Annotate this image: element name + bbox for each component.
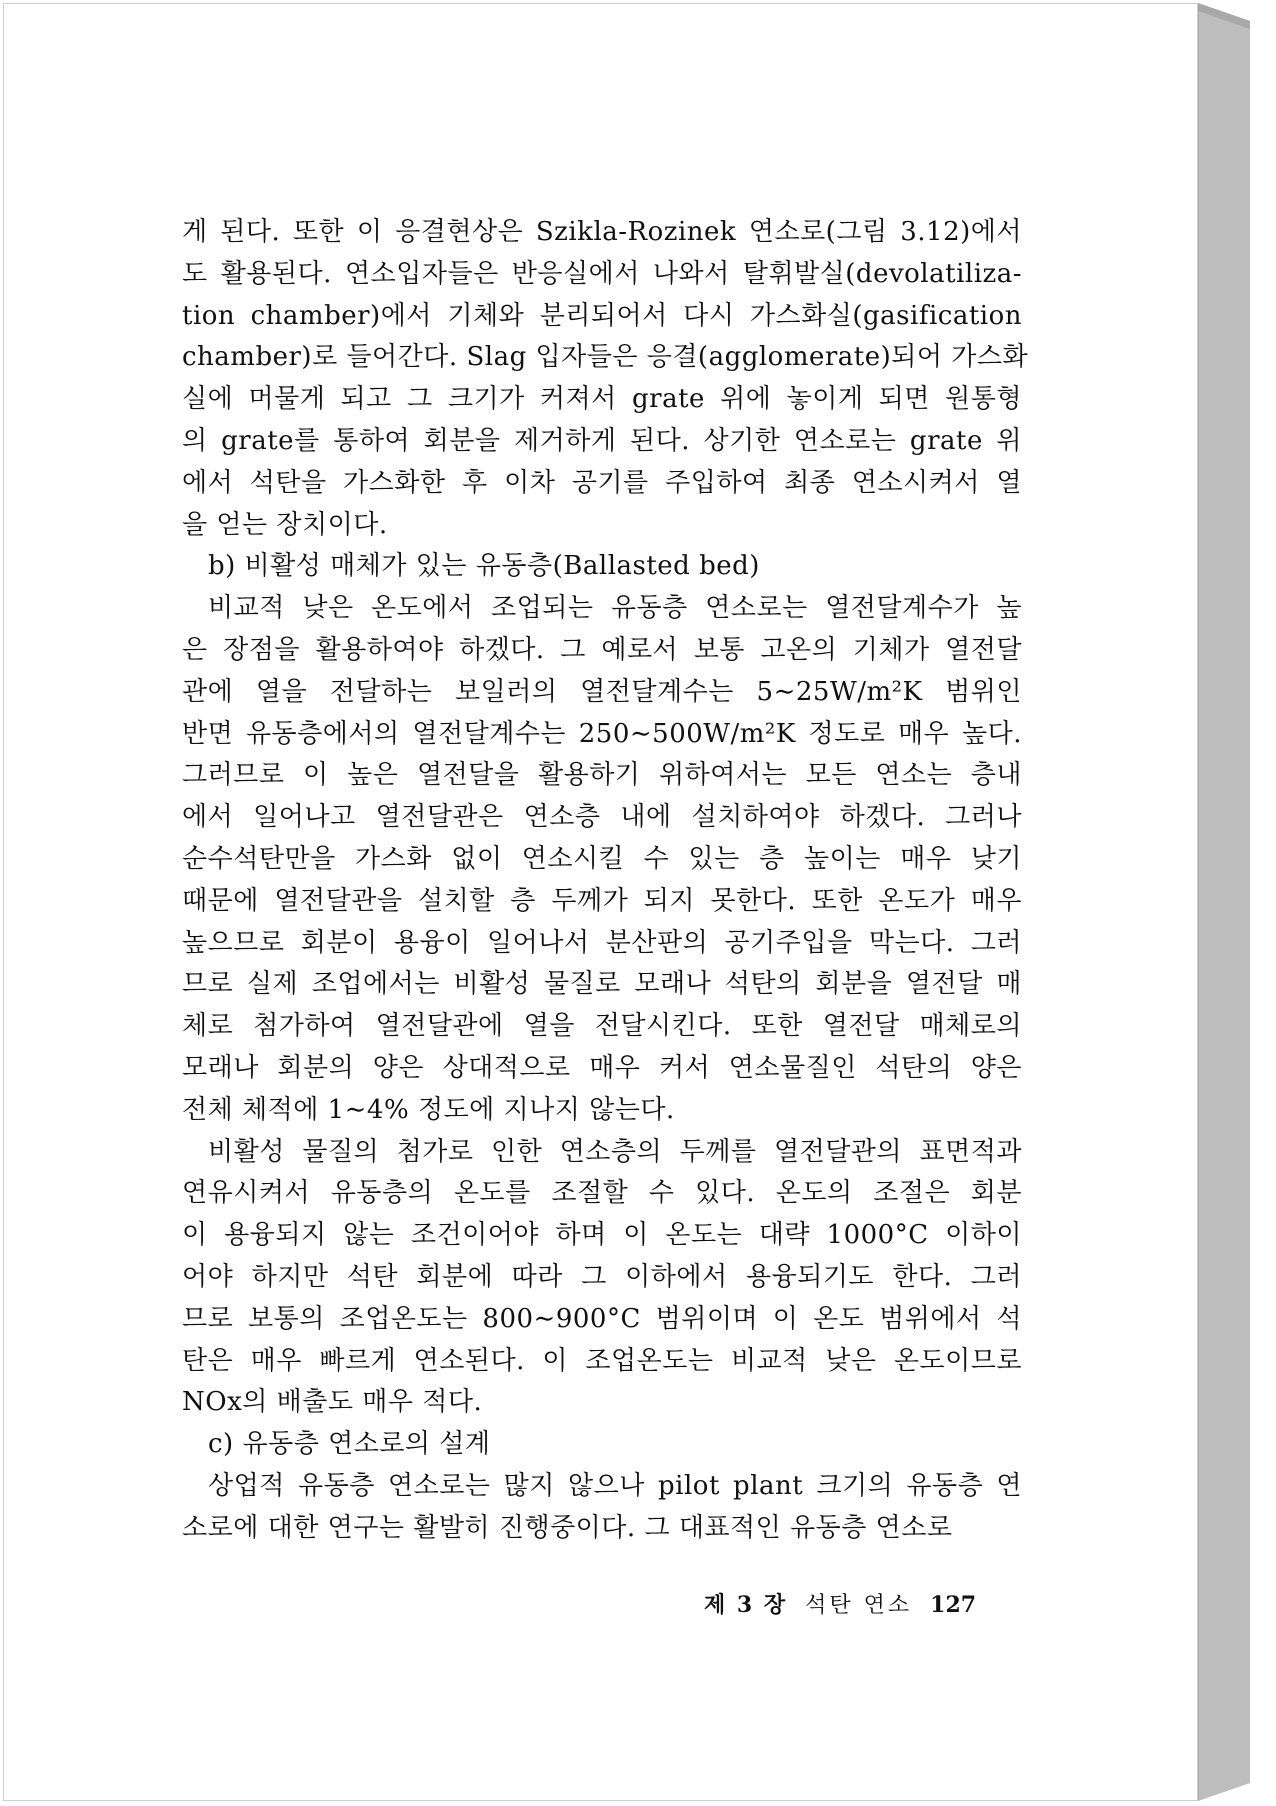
text-line: 소로에 대한 연구는 활발히 진행중이다. 그 대표적인 유동층 연소로 <box>182 1512 953 1543</box>
footer-chapter: 제 3 장 <box>704 1592 788 1618</box>
text-line: 에서 석탄을 가스화한 후 이차 공기를 주입하여 최종 연소시켜서 열 <box>182 467 1022 498</box>
text-line: 게 된다. 또한 이 응결현상은 Szikla-Rozinek 연소로(그림 3.12)에서 <box>182 217 1022 247</box>
text-line: 을 얻는 장치이다. <box>182 509 388 540</box>
text-line: tion chamber)에서 기체와 분리되어서 다시 가스화실(gasification <box>182 300 1022 331</box>
text-line: 이 용융되지 않는 조건이어야 하며 이 온도는 대략 1000°C 이하이 <box>182 1220 1022 1251</box>
text-line: 므로 보통의 조업온도는 800∼900°C 범위이며 이 온도 범위에서 석 <box>182 1303 1022 1334</box>
text-line: NOx의 배출도 매우 적다. <box>182 1387 483 1418</box>
text-line: 관에 열을 전달하는 보일러의 열전달계수는 5∼25W/m²K 범위인 <box>182 676 1022 707</box>
text-line: 비교적 낮은 온도에서 조업되는 유동층 연소로는 열전달계수가 높 <box>208 593 1022 624</box>
text-line: 도 활용된다. 연소입자들은 반응실에서 나와서 탈휘발실(devolatiliza- <box>182 258 1022 289</box>
text-line: 그러므로 이 높은 열전달을 활용하기 위하여서는 모든 연소는 층내 <box>182 760 1022 791</box>
book-page <box>3 3 1198 1801</box>
text-line: 비활성 물질의 첨가로 인한 연소층의 두께를 열전달관의 표면적과 <box>208 1136 1022 1167</box>
text-line: chamber)로 들어간다. Slag 입자들은 응결(agglomerate)되어 가스화 <box>182 342 1029 373</box>
text-line: 반면 유동층에서의 열전달계수는 250∼500W/m²K 정도로 매우 높다. <box>182 718 1022 749</box>
text-line: 상업적 유동층 연소로는 많지 않으나 pilot plant 크기의 유동층 연 <box>208 1470 1022 1501</box>
page-number: 127 <box>930 1592 977 1618</box>
page-stack-edge <box>1198 3 1250 1801</box>
text-line: 의 grate를 통하여 회분을 제거하게 된다. 상기한 연소로는 grate 위 <box>182 425 1022 456</box>
text-line: 탄은 매우 빠르게 연소된다. 이 조업온도는 비교적 낮은 온도이므로 <box>182 1345 1022 1376</box>
text-line: 체로 첨가하여 열전달관에 열을 전달시킨다. 또한 열전달 매체로의 <box>182 1011 1022 1042</box>
text-line: 순수석탄만을 가스화 없이 연소시킬 수 있는 층 높이는 매우 낮기 <box>182 843 1022 874</box>
text-line: 높으므로 회분이 용융이 일어나서 분산판의 공기주입을 막는다. 그러 <box>182 927 1022 958</box>
section-heading: b) 비활성 매체가 있는 유동층(Ballasted bed) <box>208 551 760 582</box>
page-edge-shading <box>1198 3 1250 1801</box>
text-line: 므로 실제 조업에서는 비활성 물질로 모래나 석탄의 회분을 열전달 매 <box>182 969 1022 1000</box>
text-line: 에서 일어나고 열전달관은 연소층 내에 설치하여야 하겠다. 그러나 <box>182 802 1022 833</box>
footer-title: 석탄 연소 <box>805 1593 913 1618</box>
section-heading: c) 유동층 연소로의 설계 <box>208 1429 491 1460</box>
body-text <box>182 212 1029 1550</box>
text-line: 모래나 회분의 양은 상대적으로 매우 커서 연소물질인 석탄의 양은 <box>182 1052 1022 1083</box>
text-line: 연유시켜서 유동층의 온도를 조절할 수 있다. 온도의 조절은 회분 <box>182 1178 1022 1209</box>
text-line: 실에 머물게 되고 그 크기가 커져서 grate 위에 놓이게 되면 원통형 <box>182 384 1022 415</box>
page-footer <box>704 1588 1034 1619</box>
text-line: 전체 체적에 1∼4% 정도에 지나지 않는다. <box>182 1094 675 1125</box>
text-line: 은 장점을 활용하여야 하겠다. 그 예로서 보통 고온의 기체가 열전달 <box>182 634 1022 665</box>
text-line: 어야 하지만 석탄 회분에 따라 그 이하에서 용융되기도 한다. 그러 <box>182 1261 1022 1292</box>
text-line: 때문에 열전달관을 설치할 층 두께가 되지 못한다. 또한 온도가 매우 <box>182 885 1022 916</box>
